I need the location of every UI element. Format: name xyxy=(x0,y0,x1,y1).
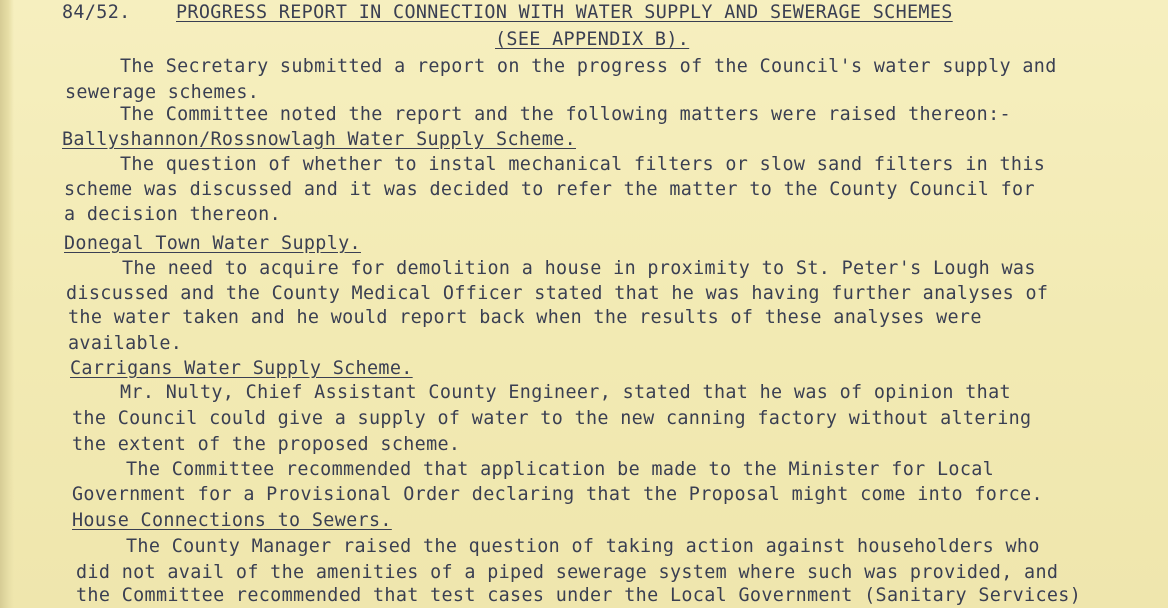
section-title: Carrigans Water Supply Scheme. xyxy=(70,358,413,379)
section-title: Ballyshannon/Rossnowlagh Water Supply Scheme. xyxy=(62,129,576,150)
body-line: Government for a Provisional Order declaring that the Proposal might come into force. xyxy=(72,484,1043,505)
body-line: available. xyxy=(68,333,183,354)
body-line: the Council could give a supply of water to the new canning factory without altering xyxy=(72,408,1032,429)
body-line: a decision thereon. xyxy=(64,204,282,225)
body-line: discussed and the County Medical Officer stated that he was having further analyses of xyxy=(66,283,1049,304)
section-title: Donegal Town Water Supply. xyxy=(64,233,361,254)
body-line: The need to acquire for demolition a house in proximity to St. Peter's Lough was xyxy=(122,258,1036,279)
section-title: House Connections to Sewers. xyxy=(72,510,392,531)
body-line: scheme was discussed and it was decided to refer the matter to the County Council for xyxy=(64,179,1035,200)
body-line: did not avail of the amenities of a piped sewerage system where such was provided, and xyxy=(76,562,1059,583)
body-line: The question of whether to instal mechanical filters or slow sand filters in this xyxy=(120,154,1046,175)
intro-line: The Secretary submitted a report on the progress of the Council's water supply and xyxy=(120,56,1057,77)
body-line: The County Manager raised the question of taking action against householders who xyxy=(126,536,1040,557)
body-line: The Committee recommended that application be made to the Minister for Local xyxy=(126,459,995,480)
page-binding-edge xyxy=(0,0,14,608)
body-line: the Committee recommended that test cases under the Local Government (Sanitary Services) xyxy=(76,585,1082,606)
intro-line: sewerage schemes. xyxy=(65,82,260,103)
minute-number: 84/52. xyxy=(62,2,131,23)
minute-heading-appendix: (SEE APPENDIX B). xyxy=(495,29,690,50)
intro-line: The Committee noted the report and the following matters were raised thereon:- xyxy=(120,104,1011,125)
body-line: the extent of the proposed scheme. xyxy=(72,434,461,455)
minute-heading: PROGRESS REPORT IN CONNECTION WITH WATER SUPPLY AND SEWERAGE SCHEMES xyxy=(176,2,953,23)
body-line: the water taken and he would report back when the results of these analyses were xyxy=(68,307,982,328)
body-line: Mr. Nulty, Chief Assistant County Engineer, stated that he was of opinion that xyxy=(120,382,1011,403)
